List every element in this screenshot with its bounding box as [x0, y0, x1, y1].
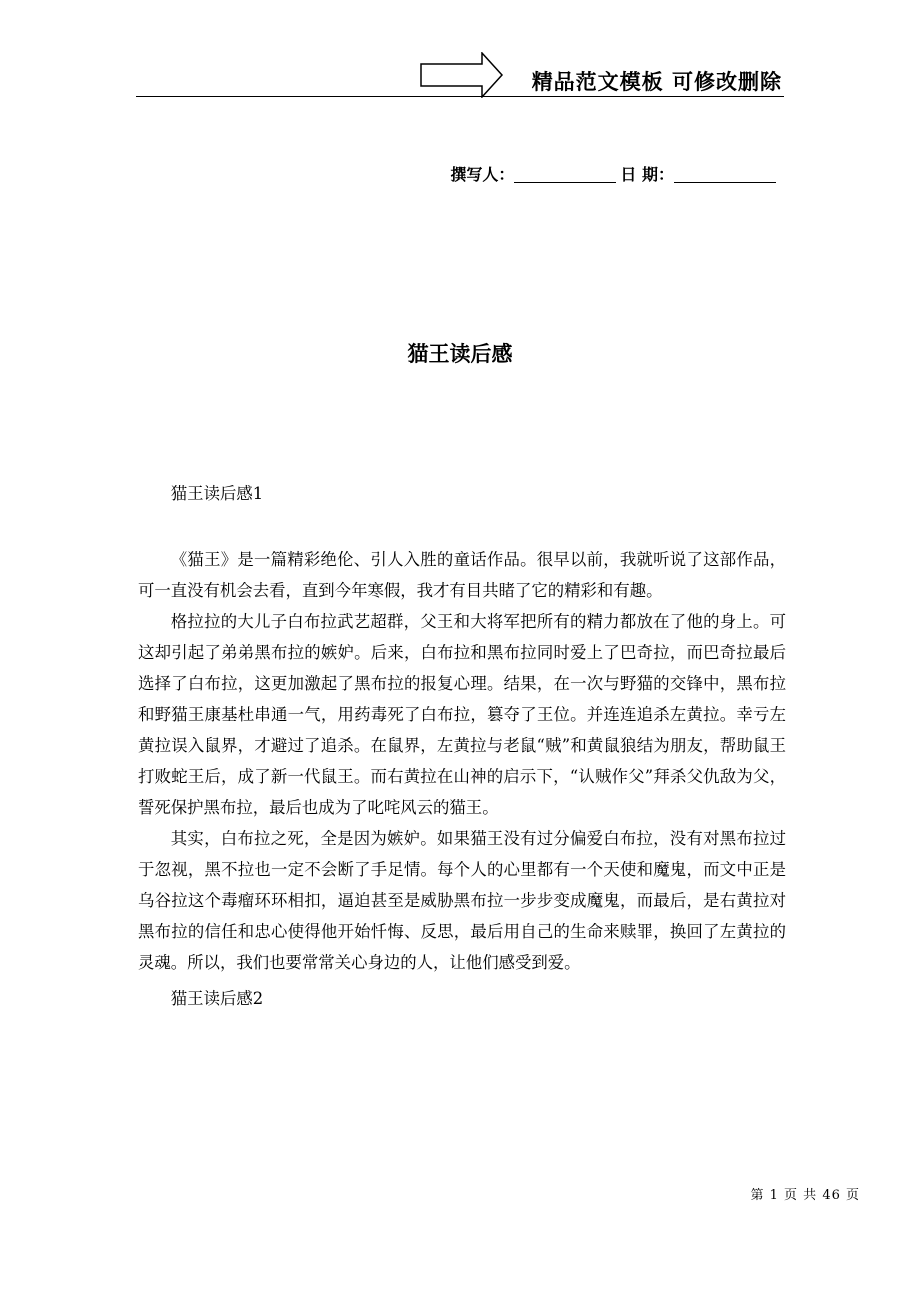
header-banner — [136, 50, 784, 98]
paragraph: 《猫王》是一篇精彩绝伦、引人入胜的童话作品。很早以前，我就听说了这部作品，可一直没有机会去看，直到今年寒假，我才有目共睹了它的精彩和有趣。 — [138, 550, 786, 600]
date-blank — [674, 166, 776, 183]
document-title: 猫王读后感 — [407, 342, 513, 366]
author-label: 撰写人： — [450, 165, 515, 184]
section-heading: 猫王读后感2 — [170, 989, 264, 1008]
date-label: 日 期： — [620, 165, 674, 184]
arrow-right-icon — [420, 52, 504, 98]
author-blank — [514, 166, 616, 183]
document-body — [138, 478, 786, 1014]
header-divider — [136, 96, 784, 97]
paragraph: 其实，白布拉之死，全是因为嫉妒。如果猫王没有过分偏爱白布拉，没有对黑布拉过于忽视，黑不拉也一定不会断了手足情。每个人的心里都有一个天使和魔鬼，而文中正是乌谷拉这个毒瘤环环相扣，逼迫甚至是威胁黑布拉一步步变成魔鬼，而最后，是右黄拉对黑布拉的信任和忠心使得他开始忏悔、反思，最后用自己的生命来赎罪，换回了左黄拉的灵魂。所以，我们也要常常关心身边的人，让他们感受到爱。 — [138, 829, 786, 972]
author-date-line — [450, 162, 780, 185]
page-number: 第 1 页 共 46 页 — [750, 1188, 860, 1203]
section-heading: 猫王读后感1 — [170, 484, 264, 503]
paragraph: 格拉拉的大儿子白布拉武艺超群，父王和大将军把所有的精力都放在了他的身上。可这却引起了弟弟黑布拉的嫉妒。后来，白布拉和黑布拉同时爱上了巴奇拉，而巴奇拉最后选择了白布拉，这更加激起了黑布拉的报复心理。结果，在一次与野猫的交锋中，黑布拉和野猫王康基杜串通一气，用药毒死了白布拉，篡夺了王位。并连连追杀左黄拉。幸亏左黄拉误入鼠界，才避过了追杀。在鼠界，左黄拉与老鼠“贼”和黄鼠狼结为朋友，帮助鼠王打败蛇王后，成了新一代鼠王。而右黄拉在山神的启示下，“认贼作父”拜杀父仇敌为父，誓死保护黑布拉，最后也成为了叱咤风云的猫王。 — [138, 612, 786, 817]
banner-text: 精品范文模板 可修改删除 — [531, 70, 782, 94]
